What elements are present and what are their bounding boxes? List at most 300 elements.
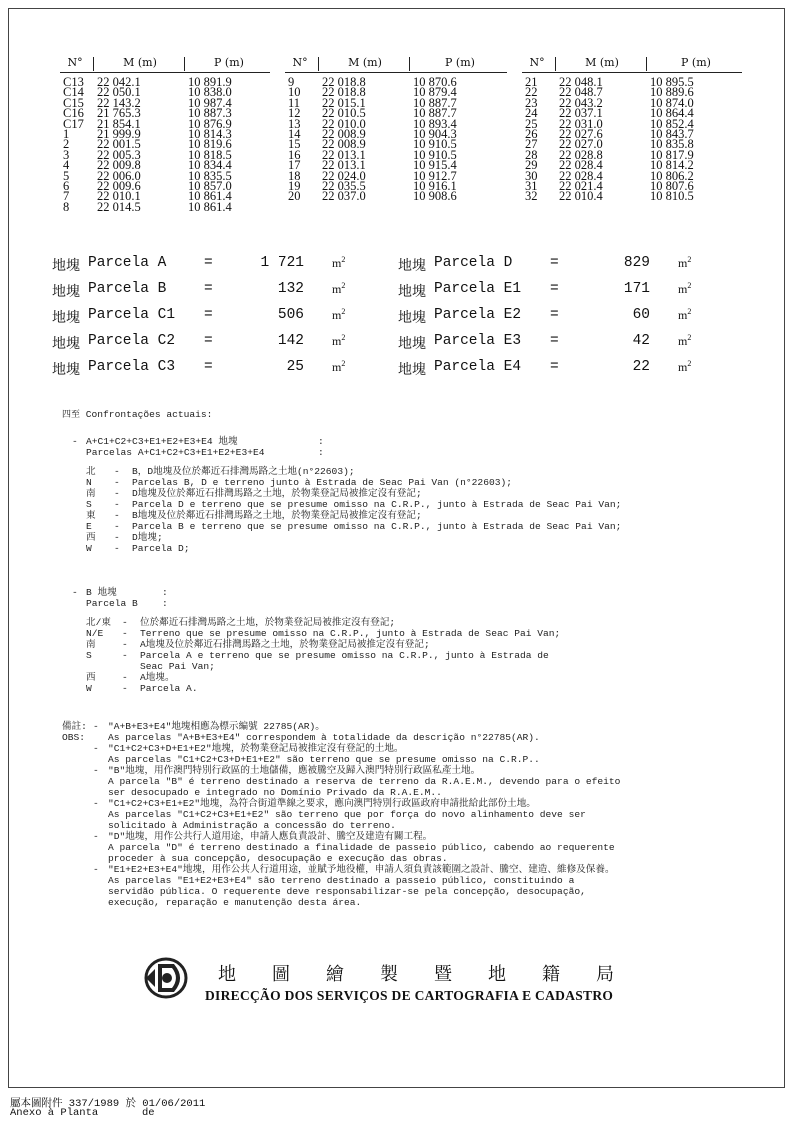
note-text: As parcelas "C1+C2+C3+E1+E2" são terreno que por força do novo alinhamento deve ser — [108, 809, 586, 820]
coord-m: 22 008.9 — [322, 137, 366, 152]
point-number: 31 — [525, 178, 538, 193]
group-dash: - — [72, 436, 78, 447]
confrontation-key: N/E — [86, 628, 104, 639]
note-text: "E1+E2+E3+E4"地塊，用作公共人行道用途，並賦予地役權，申請人須負責該範圍之設計、騰空、建造、維修及保養。 — [108, 864, 615, 875]
area-name: Parcela E2 — [434, 307, 522, 323]
confrontation-key: S — [86, 650, 92, 661]
table-row — [285, 85, 507, 100]
table-row — [60, 106, 270, 121]
group-colon: : — [162, 587, 168, 598]
note-text: solicitado à Administração a concessão do terreno. — [108, 820, 396, 831]
note-text: proceder à sua concepção, desocupação e execução das obras. — [108, 853, 448, 864]
col-header-m: M (m) — [585, 56, 619, 69]
group-colon: : — [318, 436, 324, 447]
confrontation-text: 位於鄰近石排灣馬路之土地，於物業登記局被推定沒有登記; — [140, 617, 396, 628]
coord-m: 22 035.5 — [322, 178, 366, 193]
area-equals: = — [204, 307, 213, 323]
coord-m: 22 031.0 — [559, 116, 603, 131]
table-row — [285, 116, 507, 131]
coord-p: 10 817.9 — [650, 147, 694, 162]
coord-m: 22 001.5 — [97, 137, 141, 152]
point-number: 22 — [525, 85, 538, 100]
area-value: 506 — [277, 307, 304, 323]
table-row — [285, 168, 507, 183]
area-equals: = — [204, 255, 213, 271]
note-text: ser desocupado e integrado no Domínio Privado da R.A.E.M.. — [108, 787, 442, 798]
coord-p: 10 987.4 — [188, 95, 232, 110]
point-number: 23 — [525, 95, 538, 110]
area-row — [52, 281, 372, 303]
table-header — [60, 56, 270, 73]
coord-p: 10 904.3 — [413, 126, 457, 141]
confrontation-text: Parcela A e terreno que se presume omisso na C.R.P., junto à Estrada de — [140, 650, 549, 661]
area-row — [52, 255, 372, 277]
area-equals: = — [550, 333, 559, 349]
table-body — [60, 77, 270, 212]
confrontation-dash: - — [114, 499, 120, 510]
area-equals: = — [550, 255, 559, 271]
confrontation-text: Parcela D e terreno que se presume omisso na C.R.P., junto à Estrada de Seac Pai Van; — [132, 499, 622, 510]
area-name: Parcela E1 — [434, 281, 522, 297]
area-name: Parcela C3 — [88, 359, 176, 375]
area-name: Parcela C2 — [88, 333, 176, 349]
table-header — [285, 56, 507, 73]
table-row — [60, 126, 270, 141]
point-number: C17 — [63, 116, 84, 131]
note-text: "B"地塊，用作澳門特別行政區的土地儲備，應被騰空及歸入澳門特別行政區私產土地。 — [108, 765, 481, 776]
confrontations-title-pt: Confrontações actuais: — [85, 409, 213, 420]
table-row — [522, 85, 742, 100]
coord-p: 10 910.5 — [413, 147, 457, 162]
point-number: 10 — [288, 85, 301, 100]
area-unit-exponent: 2 — [687, 281, 692, 290]
confrontation-text: D地塊及位於鄰近石排灣馬路之土地，於物業登記局被推定沒有登記; — [132, 488, 422, 499]
point-number: 28 — [525, 147, 538, 162]
coord-m: 22 050.1 — [97, 85, 141, 100]
table-row — [522, 178, 742, 193]
coord-p: 10 814.3 — [188, 126, 232, 141]
point-number: 6 — [63, 178, 70, 193]
point-number: C13 — [63, 75, 84, 89]
coord-p: 10 810.5 — [650, 189, 694, 204]
coord-p: 10 807.6 — [650, 178, 694, 193]
point-number: 2 — [63, 137, 70, 152]
coord-m: 22 009.6 — [97, 178, 141, 193]
annex-pt-de: de — [142, 1107, 155, 1119]
coord-m: 22 021.4 — [559, 178, 603, 193]
table-row — [285, 77, 507, 87]
coord-p: 10 835.5 — [188, 168, 232, 183]
table-row — [285, 178, 507, 193]
area-row — [52, 359, 372, 381]
coord-p: 10 889.6 — [650, 85, 694, 100]
table-row — [522, 189, 742, 204]
area-equals: = — [204, 359, 213, 375]
table-row — [60, 116, 270, 131]
note-text: servidão pública. O requerente deve responsabilizar-se pela concepção, desocupação, — [108, 886, 586, 897]
area-unit-exponent: 2 — [687, 333, 692, 342]
confrontation-dash: - — [114, 532, 120, 543]
area-cjk-label: 地塊 — [398, 258, 426, 274]
area-value: 42 — [632, 333, 650, 349]
coord-p: 10 891.9 — [188, 75, 232, 89]
coord-m: 22 048.1 — [559, 75, 603, 89]
col-separator — [409, 57, 410, 71]
confrontation-key: 南 — [86, 639, 96, 650]
point-number: 20 — [288, 189, 301, 204]
area-name: Parcela E3 — [434, 333, 522, 349]
coord-m: 22 028.8 — [559, 147, 603, 162]
coord-p: 10 879.4 — [413, 85, 457, 100]
point-number: 13 — [288, 116, 301, 131]
area-unit-exponent: 2 — [341, 333, 346, 342]
area-unit: $m^2$ — [678, 255, 692, 270]
note-text: A parcela "D" é terreno destinado a finalidade de passeio público, cabendo ao requerente — [108, 842, 615, 853]
coord-p: 10 916.1 — [413, 178, 457, 193]
note-text: "C1+C2+C3+E1+E2"地塊，為符合街道準線之要求，應向澳門特別行政區政府申請批給此部份土地。 — [108, 798, 536, 809]
coord-p: 10 814.2 — [650, 158, 694, 173]
table-row — [522, 137, 742, 152]
table-row — [285, 126, 507, 141]
note-text: "D"地塊，用作公共行人道用途，申請人應負責設計、騰空及建造有關工程。 — [108, 831, 433, 842]
note-text: As parcelas "A+B+E3+E4" correspondem à totalidade da descrição n°22785(AR). — [108, 732, 540, 743]
coord-p: 10 806.2 — [650, 168, 694, 183]
coord-m: 22 037.0 — [322, 189, 366, 204]
table-row — [522, 126, 742, 141]
confrontation-text: Terreno que se presume omisso na C.R.P., junto à Estrada de Seac Pai Van; — [140, 628, 561, 639]
point-number: 8 — [63, 199, 70, 214]
area-unit-exponent: 2 — [687, 359, 692, 368]
area-cjk-label: 地塊 — [52, 258, 80, 274]
area-cjk-label: 地塊 — [52, 362, 80, 378]
area-unit: $m^2$ — [332, 333, 346, 348]
area-cjk-label: 地塊 — [398, 284, 426, 300]
group-line2: Parcela B — [86, 598, 138, 609]
coord-p: 10 887.7 — [413, 95, 457, 110]
coord-m: 22 042.1 — [97, 75, 141, 89]
coord-m: 22 143.2 — [97, 95, 141, 110]
area-value: 829 — [623, 255, 650, 271]
agency-cjk-char: 地 — [488, 964, 506, 985]
confrontation-key: 南 — [86, 488, 96, 499]
point-number: 17 — [288, 158, 301, 173]
confrontation-key: 北/東 — [86, 617, 111, 628]
confrontation-dash: - — [114, 521, 120, 532]
point-number: 18 — [288, 168, 301, 183]
area-equals: = — [204, 281, 213, 297]
area-value: 132 — [277, 281, 304, 297]
col-header-p: P (m) — [681, 56, 711, 69]
point-number: 32 — [525, 189, 538, 204]
area-equals: = — [204, 333, 213, 349]
coord-p: 10 895.5 — [650, 75, 694, 89]
table-row — [60, 77, 270, 87]
point-number: 1 — [63, 126, 70, 141]
area-value: 1 721 — [260, 255, 304, 271]
confrontation-text: A地塊及位於鄰近石排灣馬路之土地，於物業登記局被推定沒有登記; — [140, 639, 430, 650]
coord-p: 10 874.0 — [650, 95, 694, 110]
table-row — [285, 158, 507, 173]
coord-p: 10 876.9 — [188, 116, 232, 131]
coord-m: 22 048.7 — [559, 85, 603, 100]
group-colon: : — [162, 598, 168, 609]
area-equals: = — [550, 359, 559, 375]
coord-m: 22 015.1 — [322, 95, 366, 110]
col-separator — [93, 57, 94, 71]
confrontation-text: D地塊; — [132, 532, 163, 543]
table-row — [60, 178, 270, 193]
coord-m: 22 024.0 — [322, 168, 366, 183]
annex-pt-label: Anexo à Planta — [10, 1107, 99, 1119]
area-row — [52, 333, 372, 355]
confrontation-text: Parcela D; — [132, 543, 190, 554]
table-row — [522, 116, 742, 131]
confrontations-title — [62, 409, 212, 421]
area-cjk-label: 地塊 — [398, 362, 426, 378]
agency-name-pt: DIRECÇÃO DOS SERVIÇOS DE CARTOGRAFIA E CADASTRO — [205, 988, 614, 1003]
table-row — [522, 147, 742, 162]
point-number: 29 — [525, 158, 538, 173]
confrontation-text: Seac Pai Van; — [140, 661, 215, 672]
area-cjk-label: 地塊 — [398, 336, 426, 352]
coord-p: 10 864.4 — [650, 106, 694, 121]
col-header-m: M (m) — [123, 56, 157, 69]
point-number: 25 — [525, 116, 538, 131]
area-cjk-label: 地塊 — [52, 284, 80, 300]
col-header-p: P (m) — [445, 56, 475, 69]
confrontation-key: 北 — [86, 466, 96, 477]
table-row — [285, 147, 507, 162]
agency-cjk-char: 圖 — [272, 964, 290, 985]
area-cjk-label: 地塊 — [52, 336, 80, 352]
area-unit-exponent: 2 — [687, 307, 692, 316]
area-unit-exponent: 2 — [341, 359, 346, 368]
area-row — [398, 333, 718, 355]
confrontations-title-cjk: 四至 — [62, 410, 81, 420]
area-unit: $m^2$ — [678, 333, 692, 348]
confrontation-dash: - — [122, 628, 128, 639]
area-row — [398, 359, 718, 381]
table-row — [60, 199, 270, 214]
area-unit-exponent: 2 — [341, 307, 346, 316]
table-row — [285, 95, 507, 110]
note-dash: - — [93, 765, 99, 776]
notes-label-cjk: 備註: — [62, 721, 87, 732]
coord-m: 22 006.0 — [97, 168, 141, 183]
point-number: 12 — [288, 106, 301, 121]
confrontation-key: 東 — [86, 510, 96, 521]
area-unit: $m^2$ — [332, 281, 346, 296]
coord-m: 21 854.1 — [97, 116, 141, 131]
col-separator — [184, 57, 185, 71]
table-row — [285, 137, 507, 152]
point-number: 11 — [288, 95, 301, 110]
table-row — [60, 158, 270, 173]
coordinate-table-1 — [60, 56, 270, 212]
table-row — [60, 85, 270, 100]
coord-p: 10 887.3 — [188, 106, 232, 121]
area-name: Parcela C1 — [88, 307, 176, 323]
coord-m: 22 005.3 — [97, 147, 141, 162]
group-line1: A+C1+C2+C3+E1+E2+E3+E4 地塊 — [86, 436, 238, 447]
area-value: 171 — [623, 281, 650, 297]
area-unit-exponent: 2 — [341, 255, 346, 264]
point-number: 5 — [63, 168, 70, 183]
col-header-no: N° — [292, 56, 308, 69]
point-number: 4 — [63, 158, 70, 173]
table-row — [60, 95, 270, 110]
confrontation-text: Parcela B e terreno que se presume omisso na C.R.P., junto à Estrada de Seac Pai Van; — [132, 521, 622, 532]
coord-m: 21 765.3 — [97, 106, 141, 121]
group-dash: - — [72, 587, 78, 598]
area-row — [398, 281, 718, 303]
table-row — [522, 168, 742, 183]
col-separator — [318, 57, 319, 71]
area-unit-exponent: 2 — [341, 281, 346, 290]
group-line2: Parcelas A+C1+C2+C3+E1+E2+E3+E4 — [86, 447, 265, 458]
agency-cjk-char: 製 — [380, 964, 398, 985]
area-name: Parcela D — [434, 255, 513, 271]
confrontation-dash: - — [114, 488, 120, 499]
note-text: As parcelas "E1+E2+E3+E4" são terreno destinado a passeio público, constituindo a — [108, 875, 575, 886]
coord-m: 22 037.1 — [559, 106, 603, 121]
col-header-no: N° — [529, 56, 545, 69]
coord-p: 10 893.4 — [413, 116, 457, 131]
note-text: A parcela "B" é terreno destinado a reserva de terreno da R.A.E.M., devendo para o efeito — [108, 776, 621, 787]
coord-m: 22 010.0 — [322, 116, 366, 131]
coord-m: 22 028.4 — [559, 158, 603, 173]
coord-m: 22 028.4 — [559, 168, 603, 183]
note-dash: - — [93, 743, 99, 754]
coord-p: 10 843.7 — [650, 126, 694, 141]
area-row — [52, 307, 372, 329]
area-row — [398, 307, 718, 329]
confrontation-text: B地塊及位於鄰近石排灣馬路之土地，於物業登記局被推定沒有登記; — [132, 510, 422, 521]
coord-m: 22 010.1 — [97, 189, 141, 204]
coord-m: 22 013.1 — [322, 158, 366, 173]
note-dash: - — [93, 721, 99, 732]
annex-cjk-line: 屬本圖附件 337/1989 於 01/06/2011 — [10, 1098, 206, 1110]
coord-m: 22 043.2 — [559, 95, 603, 110]
confrontation-dash: - — [122, 617, 128, 628]
table-body — [522, 77, 742, 202]
confrontation-key: W — [86, 683, 92, 694]
area-unit: $m^2$ — [678, 307, 692, 322]
coord-p: 10 915.4 — [413, 158, 457, 173]
area-unit: $m^2$ — [678, 359, 692, 374]
table-row — [522, 95, 742, 110]
point-number: 14 — [288, 126, 301, 141]
area-value: 60 — [632, 307, 650, 323]
coord-p: 10 857.0 — [188, 178, 232, 193]
confrontation-dash: - — [122, 672, 128, 683]
point-number: 30 — [525, 168, 538, 183]
table-row — [522, 158, 742, 173]
group-colon: : — [318, 447, 324, 458]
point-number: 26 — [525, 126, 538, 141]
coord-p: 10 870.6 — [413, 75, 457, 89]
point-number: 16 — [288, 147, 301, 162]
table-row — [285, 189, 507, 204]
point-number: 9 — [288, 75, 295, 89]
notes-label: OBS: — [62, 732, 86, 743]
table-row — [60, 147, 270, 162]
confrontation-key: 西 — [86, 532, 96, 543]
confrontation-text: B，D地塊及位於鄰近石排灣馬路之土地(n°22603); — [132, 466, 355, 477]
confrontation-key: N — [86, 477, 92, 488]
note-text: "A+B+E3+E4"地塊相應為標示編號 22785(AR)。 — [108, 721, 325, 732]
area-value: 25 — [286, 359, 304, 375]
table-row — [60, 137, 270, 152]
area-cjk-label: 地塊 — [398, 310, 426, 326]
agency-logo — [143, 955, 189, 1001]
area-equals: = — [550, 281, 559, 297]
table-row — [60, 189, 270, 204]
confrontation-dash: - — [122, 639, 128, 650]
coord-m: 22 008.9 — [322, 126, 366, 141]
area-unit: $m^2$ — [332, 359, 346, 374]
confrontation-dash: - — [114, 466, 120, 477]
note-text: execução, reparação e manutenção desta área. — [108, 897, 362, 908]
coord-p: 10 861.4 — [188, 199, 232, 214]
area-value: 142 — [277, 333, 304, 349]
coord-m: 22 009.8 — [97, 158, 141, 173]
area-cjk-label: 地塊 — [52, 310, 80, 326]
area-name: Parcela A — [88, 255, 167, 271]
confrontation-key: S — [86, 499, 92, 510]
note-text: As parcelas "C1+C2+C3+D+E1+E2" são terreno que se presume omisso na C.R.P.. — [108, 754, 540, 765]
agency-cjk-char: 局 — [596, 964, 614, 985]
table-row — [522, 77, 742, 87]
coord-m: 22 010.4 — [559, 189, 603, 204]
area-unit: $m^2$ — [332, 307, 346, 322]
table-row — [60, 168, 270, 183]
note-text: "C1+C2+C3+D+E1+E2"地塊，於物業登記局被推定沒有登記的土地。 — [108, 743, 404, 754]
agency-cjk-char: 暨 — [434, 964, 452, 985]
table-row — [522, 106, 742, 121]
point-number: 15 — [288, 137, 301, 152]
area-row — [398, 255, 718, 277]
table-row — [285, 106, 507, 121]
confrontation-text: Parcelas B, D e terreno junto à Estrada de Seac Pai Van (n°22603); — [132, 477, 512, 488]
col-header-m: M (m) — [348, 56, 382, 69]
confrontation-dash: - — [122, 650, 128, 661]
confrontation-dash: - — [114, 543, 120, 554]
coord-p: 10 834.4 — [188, 158, 232, 173]
group-line1: B 地塊 — [86, 587, 117, 598]
confrontation-text: A地塊。 — [140, 672, 175, 683]
col-header-no: N° — [67, 56, 83, 69]
point-number: 7 — [63, 189, 70, 204]
area-equals: = — [550, 307, 559, 323]
coord-m: 21 999.9 — [97, 126, 141, 141]
coordinate-table-3 — [522, 56, 742, 202]
area-name: Parcela E4 — [434, 359, 522, 375]
point-number: 19 — [288, 178, 301, 193]
area-unit: $m^2$ — [332, 255, 346, 270]
coord-m: 22 013.1 — [322, 147, 366, 162]
point-number: 21 — [525, 75, 538, 89]
col-separator — [646, 57, 647, 71]
coord-p: 10 861.4 — [188, 189, 232, 204]
coord-p: 10 835.8 — [650, 137, 694, 152]
coord-m: 22 018.8 — [322, 85, 366, 100]
confrontation-dash: - — [122, 683, 128, 694]
point-number: 3 — [63, 147, 70, 162]
confrontation-key: W — [86, 543, 92, 554]
coord-p: 10 818.5 — [188, 147, 232, 162]
confrontation-key: E — [86, 521, 92, 532]
